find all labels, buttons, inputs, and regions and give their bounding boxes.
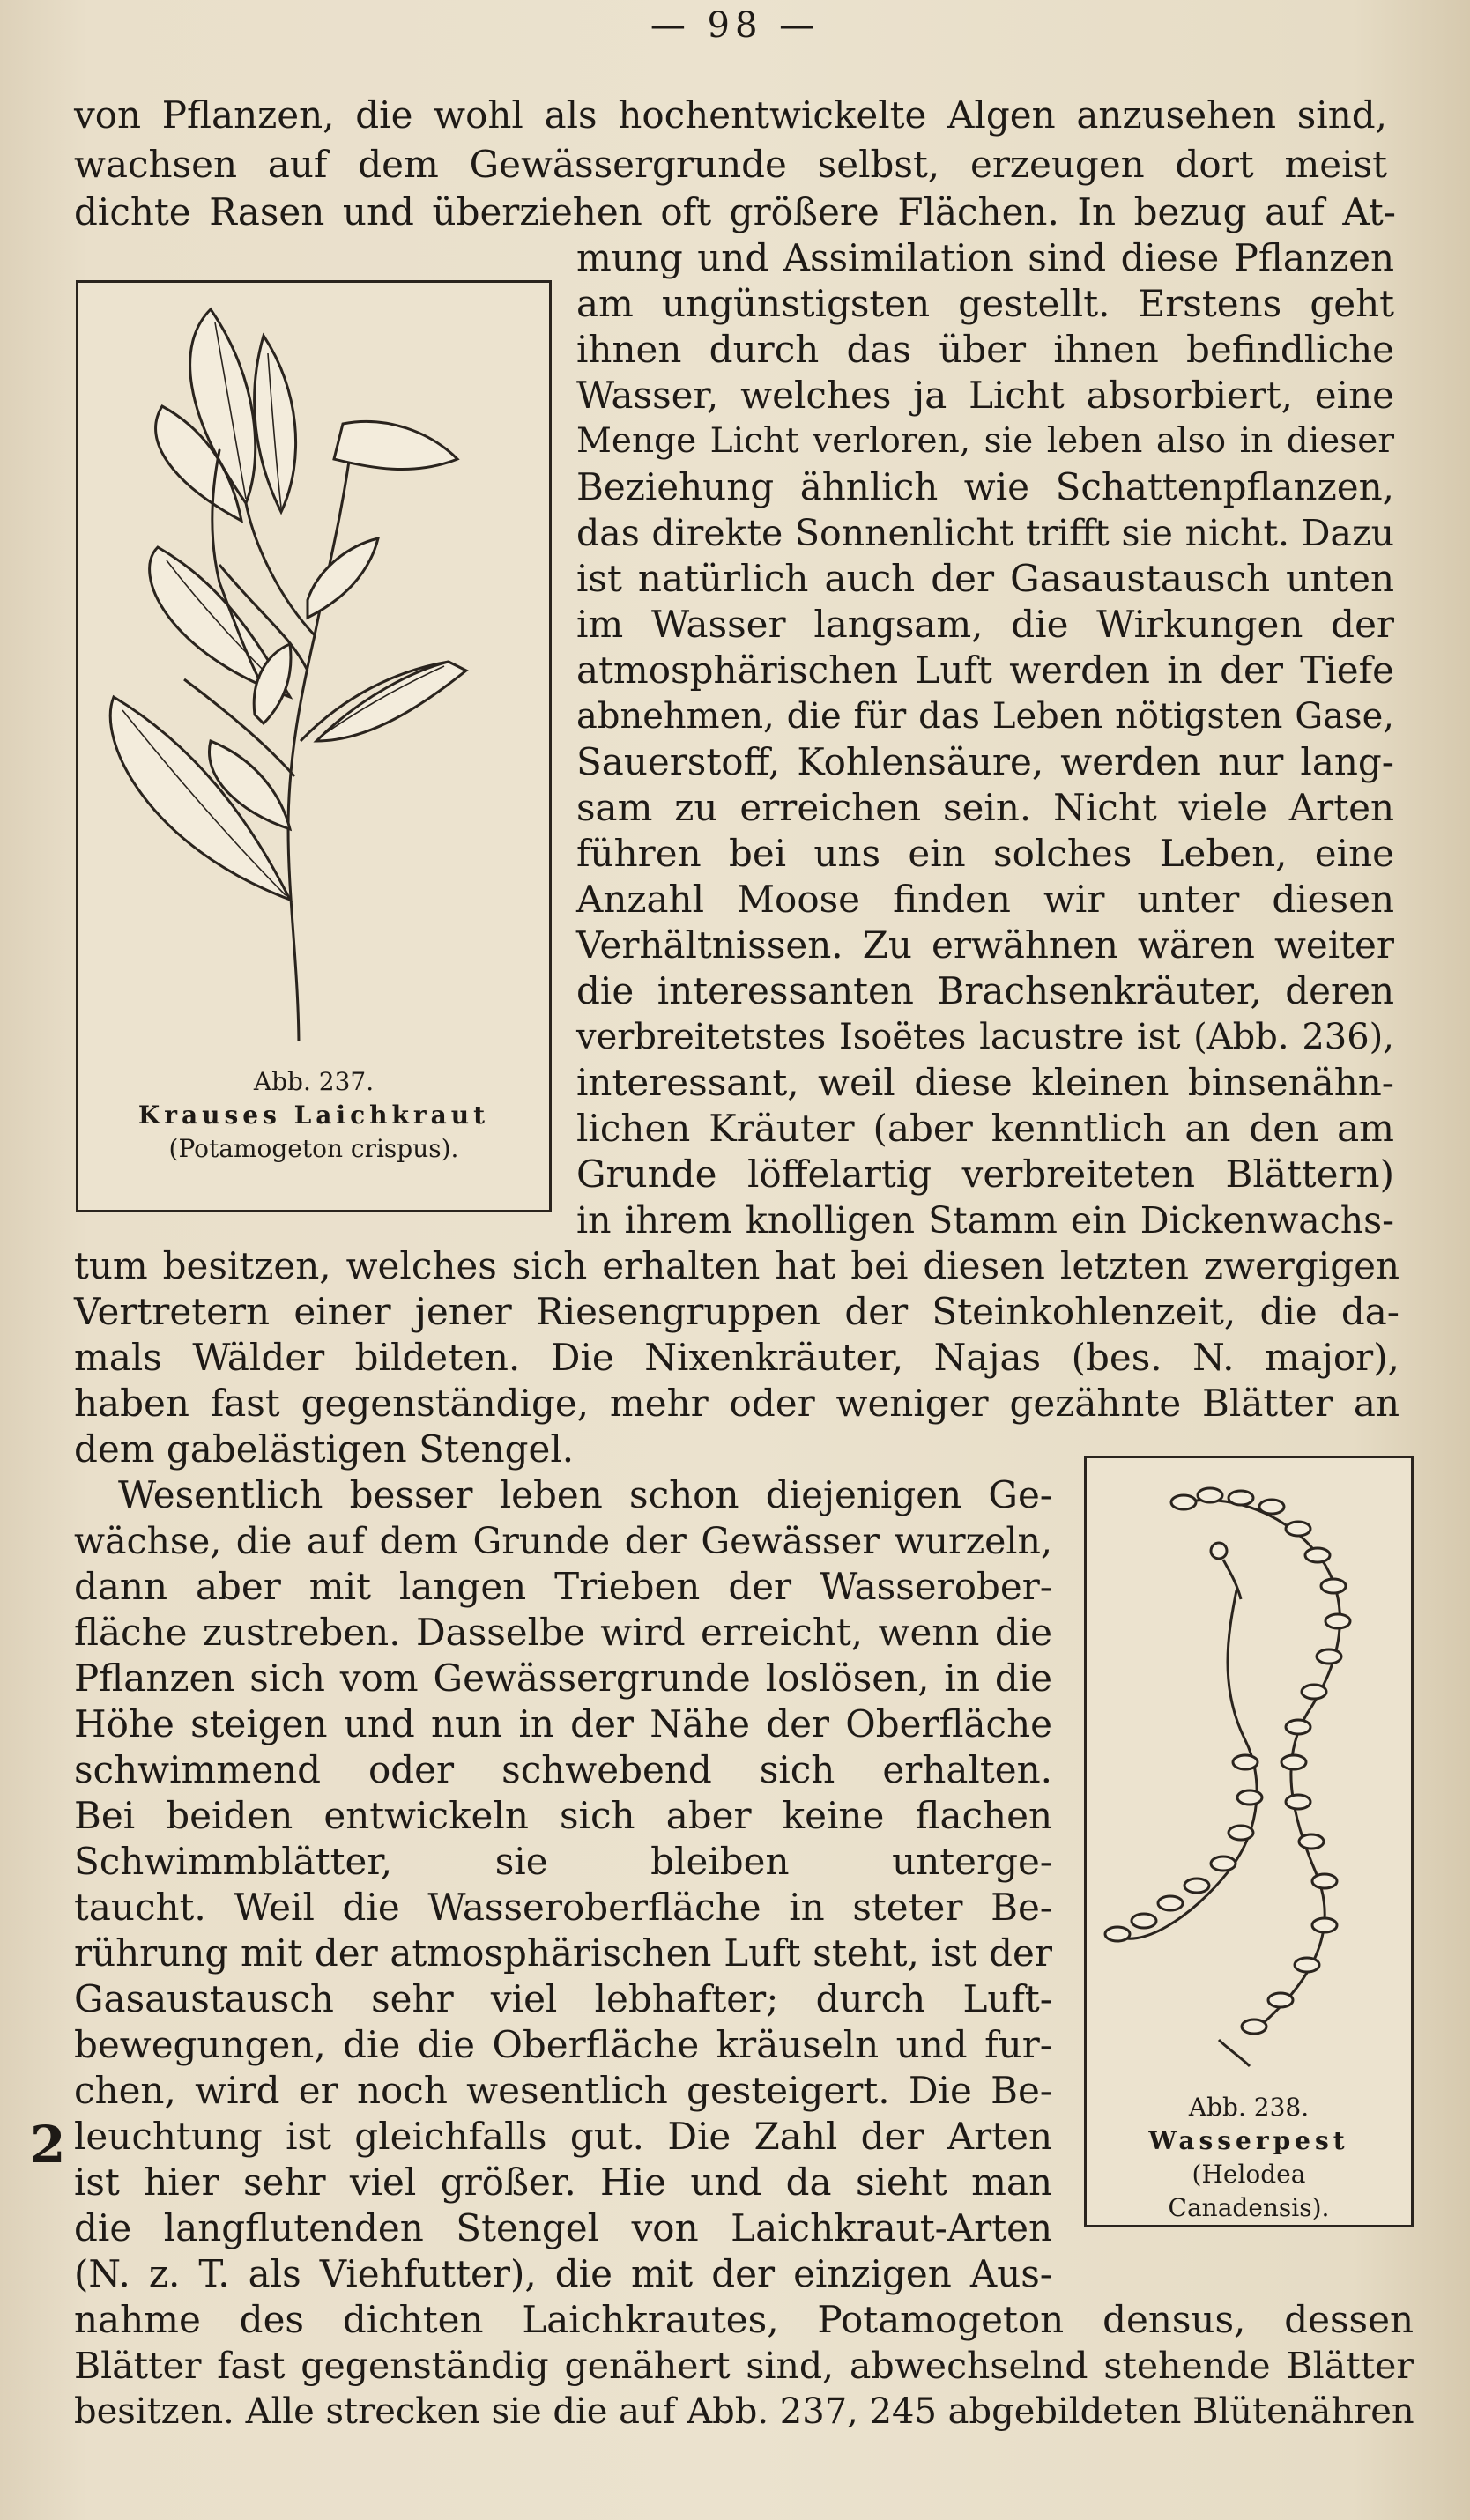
text-line: Verhältnissen. Zu erwähnen wären weiter xyxy=(576,923,1394,967)
text-line: von Pflanzen, die wohl als hochentwickelte Algen anzusehen sind, xyxy=(74,93,1387,137)
helodea-canadensis-illustration xyxy=(1087,1458,1411,2075)
text-line: in ihrem knolligen Stamm ein Dickenwachs- xyxy=(576,1199,1394,1241)
text-line: fläche zustreben. Dasselbe wird erreicht, wenn die xyxy=(74,1611,1052,1654)
text-line: Vertretern einer jener Riesengruppen der Steinkohlenzeit, die da- xyxy=(74,1290,1399,1333)
text-line: ihnen durch das über ihnen befindliche xyxy=(576,328,1394,371)
text-line: Pflanzen sich vom Gewässergrunde loslösen, in die xyxy=(74,1657,1052,1700)
figure-237-latin: (Potamogeton crispus). xyxy=(168,1134,459,1163)
margin-mark: 2 xyxy=(30,2115,66,2175)
figure-237-title: Krauses Laichkraut xyxy=(137,1101,490,1130)
text-line: leuchtung ist gleichfalls gut. Die Zahl der Arten xyxy=(74,2115,1052,2158)
page-number: — 98 — xyxy=(650,5,820,46)
text-line: dann aber mit langen Trieben der Wasserober- xyxy=(74,1565,1052,1608)
text-line: Grunde löffelartig verbreiteten Blättern) xyxy=(576,1153,1394,1196)
text-line: verbreitetstes Isoëtes lacustre ist (Abb. 236), xyxy=(576,1017,1394,1057)
figure-237-caption xyxy=(78,1065,549,1166)
figure-238 xyxy=(1084,1456,1414,2227)
text-line: abnehmen, die für das Leben nötigsten Gase, xyxy=(576,696,1394,737)
text-line: ist hier sehr viel größer. Hie und da sieht man xyxy=(74,2161,1052,2204)
text-line: mals Wälder bildeten. Die Nixenkräuter, Najas (bes. N. major), xyxy=(74,1336,1399,1379)
text-line: Beziehung ähnlich wie Schattenpflanzen, xyxy=(576,465,1394,508)
text-line: besitzen. Alle strecken sie die auf Abb. 237, 245 abgebildeten Blütenähren xyxy=(74,2391,1414,2432)
text-line: am ungünstigsten gestellt. Erstens geht xyxy=(576,282,1394,325)
text-line: wächse, die auf dem Grunde der Gewässer wurzeln, xyxy=(74,1520,1052,1562)
text-line: Höhe steigen und nun in der Nähe der Oberfläche xyxy=(74,1702,1052,1745)
text-line: schwimmend oder schwebend sich erhalten. xyxy=(74,1748,1052,1791)
text-line: bewegungen, die die Oberfläche kräuseln und fur- xyxy=(74,2023,1052,2066)
text-line: Wesentlich besser leben schon diejenigen Ge- xyxy=(118,1473,1052,1516)
text-line: (N. z. T. als Viehfutter), die mit der einzigen Aus- xyxy=(74,2252,1052,2295)
text-line: taucht. Weil die Wasseroberfläche in steter Be- xyxy=(74,1886,1052,1929)
text-line: im Wasser langsam, die Wirkungen der xyxy=(576,603,1394,646)
text-line: Menge Licht verloren, sie leben also in dieser xyxy=(576,421,1394,461)
text-line: lichen Kräuter (aber kenntlich an den am xyxy=(576,1107,1394,1150)
text-line: Schwimmblätter, sie bleiben unterge- xyxy=(74,1840,1052,1883)
text-line: Wasser, welches ja Licht absorbiert, eine xyxy=(576,374,1394,417)
text-line: chen, wird er noch wesentlich gesteigert. Die Be- xyxy=(74,2069,1052,2112)
figure-238-caption xyxy=(1087,2091,1411,2225)
figure-237 xyxy=(76,280,552,1212)
text-line: nahme des dichten Laichkrautes, Potamogeton densus, dessen xyxy=(74,2298,1414,2341)
text-line: die interessanten Brachsenkräuter, deren xyxy=(576,969,1394,1012)
text-line: rührung mit der atmosphärischen Luft steht, ist der xyxy=(74,1931,1052,1975)
text-line: wachsen auf dem Gewässergrunde selbst, erzeugen dort meist xyxy=(74,143,1387,186)
text-line: Blätter fast gegenständig genähert sind, abwechselnd stehende Blätter xyxy=(74,2345,1414,2387)
figure-237-number: Abb. 237. xyxy=(253,1067,375,1096)
text-line: die langflutenden Stengel von Laichkraut-Arten xyxy=(74,2206,1052,2249)
text-line: ist natürlich auch der Gasaustausch unten xyxy=(576,557,1394,600)
figure-238-title: Wasserpest xyxy=(1148,2126,1349,2155)
text-line: tum besitzen, welches sich erhalten hat bei diesen letzten zwergigen xyxy=(74,1244,1399,1287)
text-line: mung und Assimilation sind diese Pflanzen xyxy=(576,236,1394,279)
text-line: haben fast gegenständige, mehr oder weniger gezähnte Blätter an xyxy=(74,1382,1399,1425)
text-line: sam zu erreichen sein. Nicht viele Arten xyxy=(576,786,1394,829)
text-line: Anzahl Moose finden wir unter diesen xyxy=(576,878,1394,921)
text-line: dem gabelästigen Stengel. xyxy=(74,1427,575,1471)
text-line: Sauerstoff, Kohlensäure, werden nur lang- xyxy=(576,740,1394,783)
figure-238-latin-2: Canadensis). xyxy=(1168,2193,1330,2222)
text-line: Bei beiden entwickeln sich aber keine flachen xyxy=(74,1794,1052,1837)
text-line: interessant, weil diese kleinen binsenähn- xyxy=(576,1061,1394,1104)
text-line: das direkte Sonnenlicht trifft sie nicht. Dazu xyxy=(576,512,1394,554)
figure-238-latin-1: (Helodea xyxy=(1192,2160,1306,2189)
figure-238-number: Abb. 238. xyxy=(1188,2093,1310,2122)
text-line: Gasaustausch sehr viel lebhafter; durch Luft- xyxy=(74,1977,1052,2020)
text-line: atmosphärischen Luft werden in der Tiefe xyxy=(576,649,1394,692)
text-line: dichte Rasen und überziehen oft größere Flächen. In bezug auf At- xyxy=(74,190,1396,233)
text-line: führen bei uns ein solches Leben, eine xyxy=(576,832,1394,875)
potamogeton-crispus-illustration xyxy=(78,283,549,1041)
